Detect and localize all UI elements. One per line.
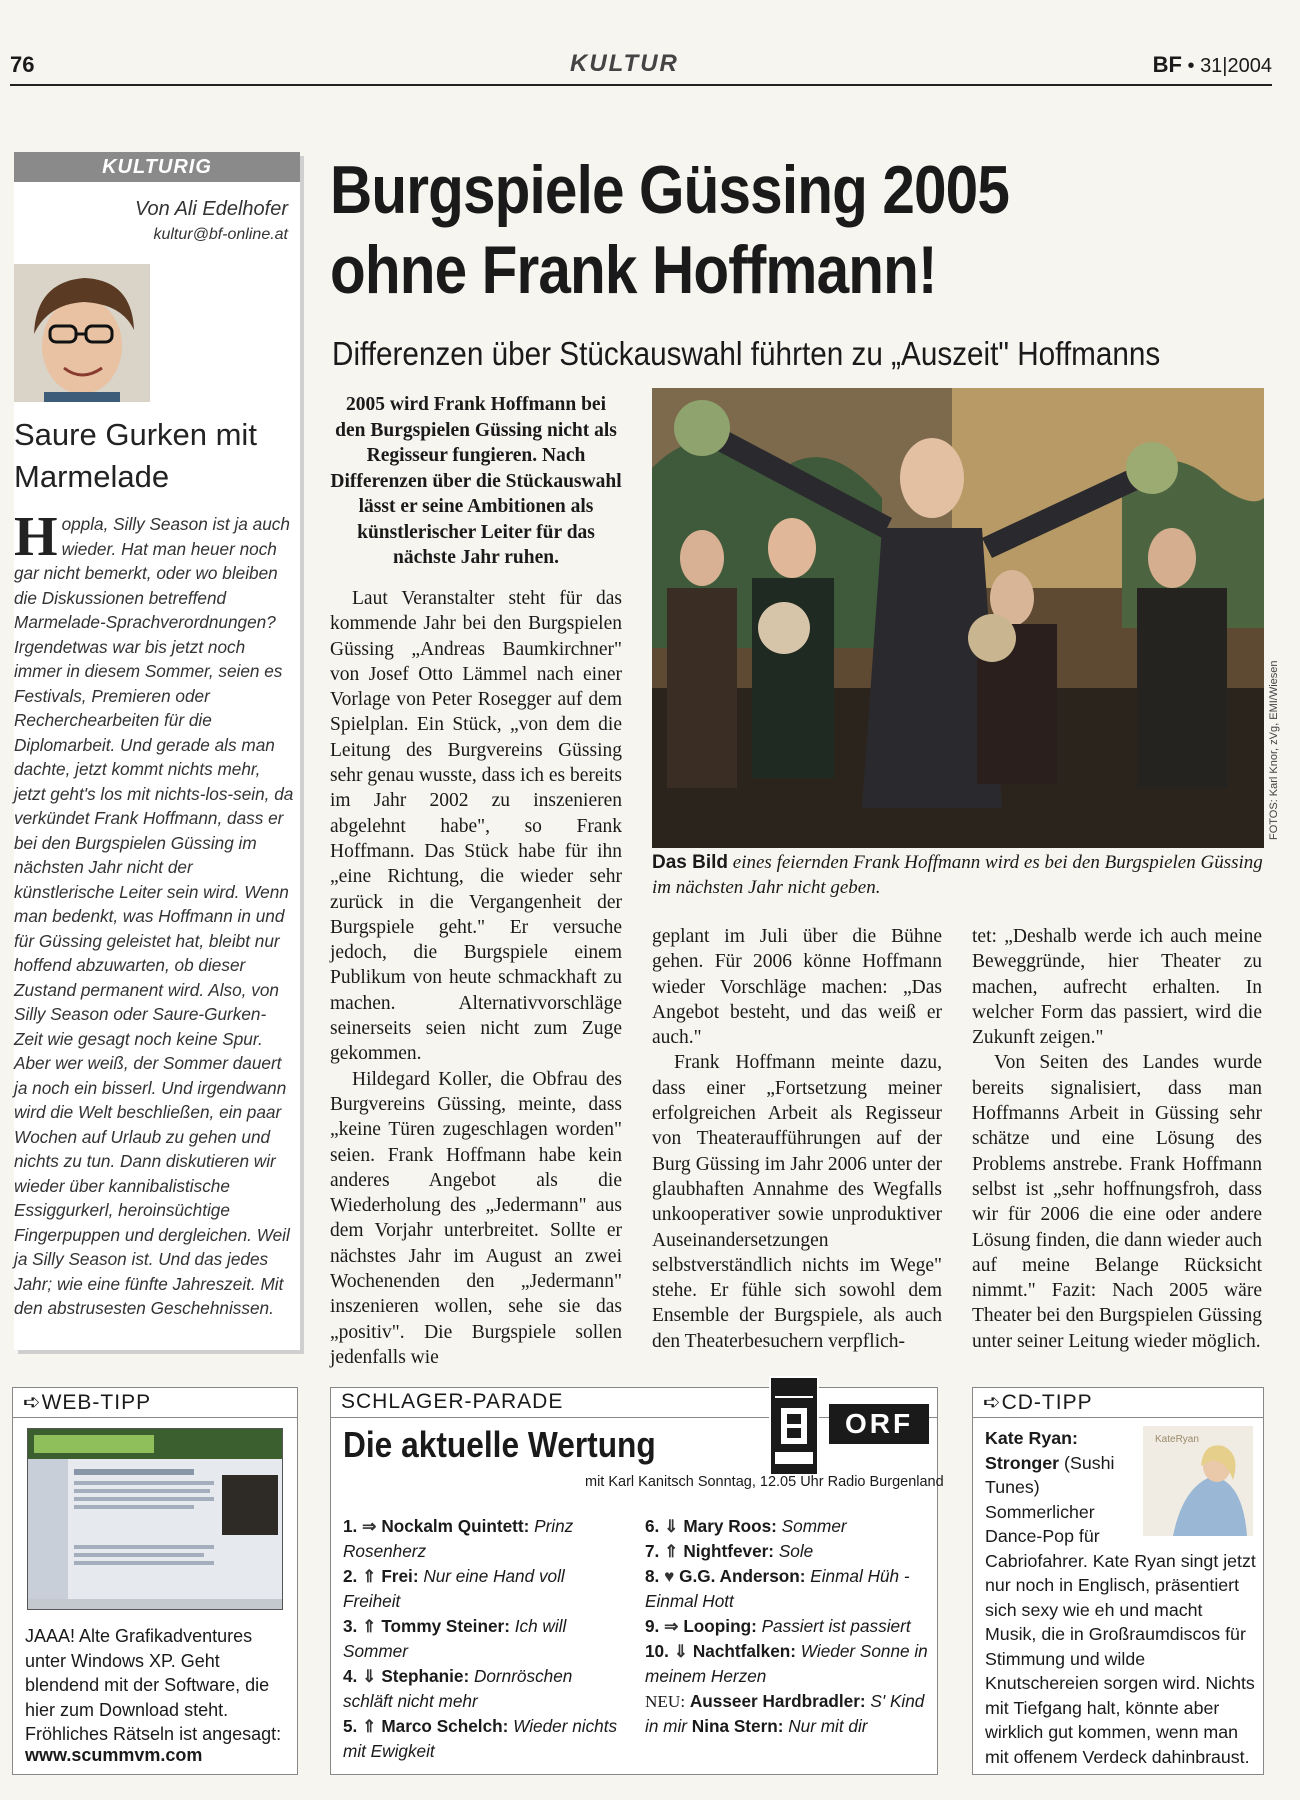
article-paragraph: Laut Veranstalter steht für das kommende Jahr bei den Burgspielen Güssing „Andreas Baumkirchner" von Josef Otto Lämmel nach einer Vorlage von Peter Rosegger auf dem Spielplan. Ein Stück, „von dem die Leitung des Burgvereins Güssing sehr genau wusste, dass ich es bereits im Jahr 2002 zu inszenieren abgelehnt habe", so Frank Hoffmann. Das Stück habe für ihn „eine Richtung, die wieder sehr zurück in die Vergangenheit der Burgspiele geht." Er versuche jedoch, die Burgspiele einem Publikum von heute schmackhaft zu machen. Alternativvorschläge seinerseits seien nicht zum Zuge gekommen. bbox=[330, 588, 622, 1065]
column-label: KULTURIG bbox=[14, 152, 300, 182]
trend-arrow-icon: ⇒ bbox=[362, 1516, 377, 1536]
trend-arrow-icon: ⇑ bbox=[362, 1566, 377, 1586]
article-lead: 2005 wird Frank Hoffmann bei den Burgspielen Güssing nicht als Regisseur fungieren. Nach Differenzen über die Stückauswahl lässt er seine Ambitionen als künstlerischer Leiter für das nächste Jahr ruhen. bbox=[330, 394, 622, 568]
article-paragraph: geplant im Juli über die Bühne gehen. Für 2006 könne Hoffmann wieder Vorschläge machen: „Das Angebot besteht, und das weiß er auch." bbox=[652, 926, 942, 1049]
kulturig-column bbox=[14, 152, 300, 1350]
heart-icon: ♥ bbox=[664, 1566, 675, 1586]
chart-entry: 3. ⇑ Tommy Steiner: Ich will Sommer bbox=[343, 1616, 567, 1661]
section-title: KULTUR bbox=[570, 50, 679, 77]
page-number: 76 bbox=[10, 52, 35, 77]
chart-new-entry: NEU: Ausseer Hardbradler: S' Kind in mir Nina Stern: Nur mit dir bbox=[645, 1691, 925, 1736]
chart-list-left bbox=[343, 1514, 623, 1764]
chart-entry: 7. ⇑ Nightfever: Sole bbox=[645, 1541, 814, 1561]
headline-line-1: Burgspiele Güssing 2005 bbox=[330, 152, 1009, 228]
article-subheadline: Differenzen über Stückauswahl führten zu „Auszeit" Hoffmanns bbox=[332, 335, 1161, 372]
cd-tipp-text bbox=[985, 1426, 1257, 1769]
web-tipp-text: JAAA! Alte Grafikadventures unter Windows XP. Geht blendend mit der Software, die hier zum Download steht. Fröhliches Rätseln ist angesagt: bbox=[25, 1626, 282, 1744]
web-tipp-label: ➪WEB-TIPP bbox=[13, 1388, 297, 1418]
author-portrait bbox=[14, 264, 150, 402]
article-column-1 bbox=[330, 586, 622, 1370]
chart-entry: 5. ⇑ Marco Schelch: Wieder nichts mit Ewigkeit bbox=[343, 1716, 618, 1761]
photo-credit: FOTOS: Karl Knor, zVg, EMI/Wiesen bbox=[1268, 660, 1280, 840]
trend-arrow-icon: ⇑ bbox=[664, 1541, 679, 1561]
issue-info bbox=[1153, 52, 1272, 78]
author-name: Von Ali Edelhofer bbox=[134, 198, 288, 220]
article-photo bbox=[652, 388, 1264, 848]
cover-text: KateRyan bbox=[1155, 1434, 1199, 1445]
chart-entry: 10. ⇓ Nachtfalken: Wieder Sonne in meinem Herzen bbox=[645, 1641, 928, 1686]
trend-arrow-icon: ⇑ bbox=[362, 1616, 377, 1636]
schlager-label: SCHLAGER-PARADE bbox=[331, 1388, 937, 1418]
caption-bold: Das Bild bbox=[652, 852, 729, 873]
cd-tipp-box bbox=[972, 1387, 1264, 1775]
trend-arrow-icon: ⇓ bbox=[673, 1641, 689, 1661]
chart-entry: 2. ⇑ Frei: Nur eine Hand voll Freiheit bbox=[343, 1566, 565, 1611]
column-body bbox=[14, 506, 294, 1321]
cd-review: Sommerlicher Dance-Pop für Cabriofahrer. Kate Ryan singt jetzt nur noch in Englisch, präsentiert sich sexy wie eh und macht Musik, die in Großraumdiscos für Stimmung und wilde Knutschereien sorgen wird. Nichts mit Tiefgang halt, könnte aber wirklich gut kommen, wenn man mit offenem Verdeck dahinbraust. bbox=[985, 1501, 1256, 1767]
article-paragraph: Von Seiten des Landes wurde bereits signalisiert, dass man Hoffmanns Arbeit in Güssing sehr schätze und eine Lösung des Problems anstrebe. Frank Hoffmann selbst ist „sehr hoffnungsfroh, dass wir für 2006 die eine oder andere Lösung finden, die dann wieder auch auf meine Belange Rücksicht nimmt." Fazit: Nach 2005 wäre Theater bei den Burgspielen Güssing unter seiner Leitung wieder möglich. bbox=[972, 1052, 1262, 1352]
web-tipp-box bbox=[12, 1387, 298, 1775]
website-screenshot bbox=[27, 1428, 283, 1610]
web-tipp-link[interactable]: www.scummvm.com bbox=[25, 1745, 203, 1765]
new-label: NEU: bbox=[645, 1692, 686, 1711]
chart-entry: 6. ⇓ Mary Roos: Sommer bbox=[645, 1516, 847, 1536]
schlager-parade-box bbox=[330, 1387, 944, 1775]
page-header bbox=[10, 48, 1272, 86]
chart-entry: 9. ⇒ Looping: Passiert ist passiert bbox=[645, 1616, 911, 1636]
column-title: Saure Gurken mit Marmelade bbox=[14, 417, 257, 494]
headline-line-2: ohne Frank Hoffmann! bbox=[330, 232, 937, 308]
trend-arrow-icon: ⇓ bbox=[664, 1516, 679, 1536]
chart-entry: 1. ⇒ Nockalm Quintett: Prinz Rosenherz bbox=[343, 1516, 574, 1561]
schlager-subtitle: mit Karl Kanitsch Sonntag, 12.05 Uhr Radio Burgenland bbox=[585, 1474, 944, 1490]
separator-dot: • bbox=[1187, 55, 1195, 77]
chart-entry: 8. ♥ G.G. Anderson: Einmal Hüh - Einmal Hott bbox=[645, 1566, 910, 1611]
issue-number: 31|2004 bbox=[1200, 55, 1272, 77]
column-text: oppla, Silly Season ist ja auch wieder. Hat man heuer noch gar nicht bemerkt, oder wo bleiben die Diskussionen betreffend Marmelade-Sprachverordnungen? Irgendetwas war bis jetzt noch immer in diesem Sommer, seien es Festivals, Premieren oder Recherchearbeiten für die Diplomarbeit. Und gerade als man dachte, jetzt kommt nichts mehr, jetzt geht's los mit nichts-los-sein, da verkündet Frank Hoffmann, dass er bei den Burgspielen Güssing im nächsten Jahr nicht der künstlerische Leiter sein wird. Wenn man bedenkt, was Hoffmann in und für Güssing geleistet hat, bleibt nur hoffend abzuwarten, ob dieser Zustand permanent wird. Also, von Silly Season oder Saure-Gurken-Zeit wie gesagt noch keine Spur. Aber wer weiß, der Sommer dauert ja noch ein bisserl. Und irgendwann wird die Welt beschließen, ein paar Wochen auf Urlaub zu gehen und nichts zu tun. Dann diskutieren wir wieder über kannibalistische Essiggurkerl, heroinsüchtige Fingerpuppen und dergleichen. Weil ja Silly Season ist. Und das jedes Jahr; wie eine fünfte Jahreszeit. Mit den abstrusesten Geschehnissen. bbox=[14, 514, 294, 1318]
article-headline bbox=[330, 150, 1104, 310]
caption-text: eines feiernden Frank Hoffmann wird es bei den Burgspielen Güssing im nächsten Jahr nicht geben. bbox=[652, 852, 1263, 898]
author-email[interactable]: kultur@bf-online.at bbox=[153, 226, 288, 243]
trend-arrow-icon: ⇓ bbox=[362, 1666, 377, 1686]
cd-title: Kate Ryan: Stronger bbox=[985, 1428, 1078, 1473]
orf-radio-logo bbox=[769, 1376, 819, 1476]
photo-caption bbox=[652, 850, 1264, 900]
article-paragraph: Hildegard Koller, die Obfrau des Burgvereins Güssing, meinte, dass „keine Türen zugeschlagen worden" seien. Frank Hoffmann habe kein anderes Angebot als die Wiederholung des „Jedermann" aus dem Vorjahr unterbreitet. Sollte er nächstes Jahr im August an zwei Wochenenden den „Jedermann" inszenieren wollen, sehe sie das „positiv". Die Burgspiele sollen jedenfalls wie bbox=[330, 1068, 622, 1368]
chart-entry: 4. ⇓ Stephanie: Dornröschen schläft nicht mehr bbox=[343, 1666, 573, 1711]
article-column-2 bbox=[652, 924, 942, 1354]
schlager-title: Die aktuelle Wertung bbox=[343, 1424, 656, 1465]
article-column-3 bbox=[972, 924, 1262, 1354]
orf-logo: ORF bbox=[829, 1404, 929, 1444]
trend-arrow-icon: ⇒ bbox=[664, 1616, 679, 1636]
chart-list-right bbox=[645, 1514, 935, 1739]
article-paragraph: Frank Hoffmann meinte dazu, dass einer „Fortsetzung meiner erfolgreichen Arbeit als Regisseur von Theateraufführungen auf der Burg Güssing im Jahr 2006 unter der glaubhaften Annahme des Wegfalls unkooperativer sowie unproduktiver Auseinandersetzungen selbstverständlich nichts im Wege" stehe. Er fühle sich sowohl dem Ensemble der Burgspiele, als auch den Theaterbesuchern verpflich- bbox=[652, 1052, 942, 1352]
drop-cap: H bbox=[14, 506, 58, 568]
cd-tipp-label: ➪CD-TIPP bbox=[973, 1388, 1263, 1418]
trend-arrow-icon: ⇑ bbox=[362, 1716, 377, 1736]
article-paragraph: tet: „Deshalb werde ich auch meine Beweggründe, hier Theater zu machen, aufrecht erhalten. In welcher Form das passiert, wird die Zukunft zeigen." bbox=[972, 926, 1262, 1049]
publication-name: BF bbox=[1152, 52, 1182, 77]
cd-label: (Sushi Tunes) bbox=[985, 1452, 1115, 1497]
